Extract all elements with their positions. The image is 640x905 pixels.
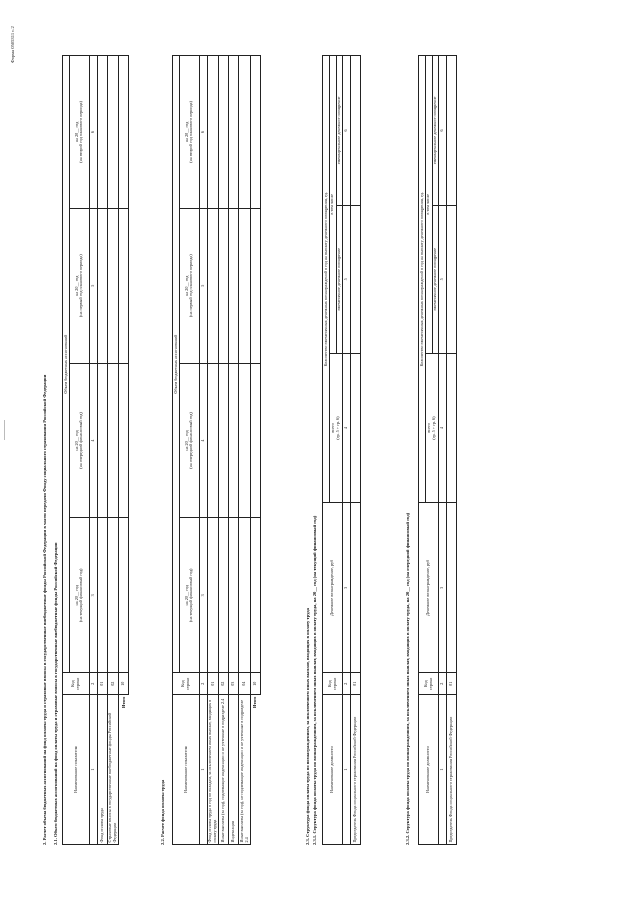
header-name: Наименование показателя <box>173 695 200 845</box>
row-code: 02 <box>107 673 119 695</box>
header-year-3: на 20__ год (на первый год планового периода) <box>179 208 199 363</box>
header-name: Наименование показателя <box>63 695 90 845</box>
table-row <box>351 56 361 845</box>
header-count: Количество ежемесячных денежных вознаграждений в год на выплату денежного поощрения, ед. <box>323 56 330 503</box>
value-cell[interactable] <box>107 518 119 673</box>
table-2-3-2 <box>418 55 457 845</box>
header-code: Код строки <box>173 673 200 695</box>
header-quarterly: ежеквартальное денежное поощрение <box>336 56 343 206</box>
header-including: в том числе <box>425 56 432 354</box>
value-cell[interactable] <box>250 208 260 363</box>
header-money: Денежное вознаграждение, руб <box>419 503 439 673</box>
s231-title: 2.3.1. Структура фонда оплаты труда по вознаграждениям, за исключением иных выплат, входящих в оплату труда, на 20__ год (на текущий финансовый год) <box>312 515 317 845</box>
header-code: Код строки <box>63 673 90 695</box>
col-number: 6 <box>343 56 351 206</box>
col-number: 2 <box>89 673 97 695</box>
value-cell[interactable] <box>207 363 219 518</box>
table-row <box>229 56 239 845</box>
header-year-4: на 20__ год (на второй год планового периода) <box>69 56 89 209</box>
total-row <box>119 56 129 845</box>
value-cell[interactable] <box>97 363 107 518</box>
header-year-2: на 20__ год (на очередной финансовый год) <box>179 363 199 518</box>
row-label: Индексация <box>229 695 239 845</box>
value-cell[interactable] <box>351 205 361 353</box>
col-number: 5 <box>343 205 351 353</box>
row-label: Председатель Фонда социального страхования Российской Федерации <box>351 695 361 845</box>
value-cell[interactable] <box>219 363 229 518</box>
table-row <box>219 56 229 845</box>
col-number: 5 <box>199 208 207 363</box>
header-position: Наименование должности <box>419 695 439 845</box>
col-number: 1 <box>343 695 351 845</box>
s22-title: 2.2. Расчет фонда оплаты труда <box>160 779 165 845</box>
col-number: 2 <box>343 673 351 695</box>
row-label: Иные выплаты (за год), не подлежащие индексации и не учтенные в подразделе 2.4 <box>239 695 251 845</box>
value-cell[interactable] <box>219 56 229 209</box>
col-number: 6 <box>89 56 97 209</box>
value-cell[interactable] <box>219 208 229 363</box>
row-label: Председатель Фонда социального страхования Российской Федерации <box>447 695 457 845</box>
col-number: 6 <box>199 56 207 209</box>
row-label: Иные выплаты (за год), подлежащие индексации и не учтенные в подразделе 2.4 <box>219 695 229 845</box>
value-cell[interactable] <box>239 208 251 363</box>
value-cell[interactable] <box>97 518 107 673</box>
header-year-4: на 20__ год (на второй год планового периода) <box>179 56 199 209</box>
form-label: Форма 0505311 с.2 <box>10 26 15 63</box>
header-volume: Объем бюджетных ассигнований <box>173 56 180 673</box>
col-number: 3 <box>89 518 97 673</box>
value-cell[interactable] <box>229 518 239 673</box>
col-number: 3 <box>199 518 207 673</box>
col-number: 1 <box>199 695 207 845</box>
col-number: 1 <box>89 695 97 845</box>
row-label: Фонд оплаты труда <box>97 695 107 845</box>
value-cell[interactable] <box>351 353 361 503</box>
header-volume: Объем бюджетных ассигнований <box>63 56 70 673</box>
value-cell[interactable] <box>97 208 107 363</box>
col-number: 5 <box>89 208 97 363</box>
value-cell[interactable] <box>447 205 457 353</box>
table-2-3-1 <box>322 55 361 845</box>
col-number: 4 <box>343 353 351 503</box>
header-code: Код строки <box>419 673 439 695</box>
col-number: 4 <box>439 353 447 503</box>
col-number: 3 <box>343 503 351 673</box>
row-code: 01 <box>207 673 219 695</box>
value-cell[interactable] <box>250 363 260 518</box>
value-cell[interactable] <box>351 503 361 673</box>
table-row <box>239 56 251 845</box>
col-number: 1 <box>439 695 447 845</box>
value-cell[interactable] <box>119 208 129 363</box>
value-cell[interactable] <box>207 518 219 673</box>
value-cell[interactable] <box>207 56 219 209</box>
header-quarterly: ежеквартальное денежное поощрение <box>432 56 439 206</box>
value-cell[interactable] <box>239 518 251 673</box>
row-code: 04 <box>239 673 251 695</box>
scan-mark <box>4 420 5 440</box>
row-code: 01 <box>97 673 107 695</box>
value-cell[interactable] <box>119 363 129 518</box>
value-cell[interactable] <box>107 56 119 209</box>
value-cell[interactable] <box>229 56 239 209</box>
value-cell[interactable] <box>447 56 457 206</box>
row-code: 01 <box>447 673 457 695</box>
value-cell[interactable] <box>107 208 119 363</box>
s23-title: 2.3. Структура фонда оплаты труда по вознаграждениям, за исключением иных выплат, входящих в оплату труда <box>305 608 310 845</box>
table-2-1 <box>62 55 129 845</box>
value-cell[interactable] <box>119 518 129 673</box>
header-year-1: на 20__ год (на текущий финансовый год) <box>179 518 199 673</box>
table-row <box>447 56 457 845</box>
table-row <box>207 56 219 845</box>
value-cell[interactable] <box>250 518 260 673</box>
total-code: 10 <box>250 673 260 695</box>
total-label: Итого <box>120 696 126 708</box>
col-number: 4 <box>199 363 207 518</box>
value-cell[interactable] <box>239 56 251 209</box>
value-cell[interactable] <box>250 56 260 209</box>
row-code: 01 <box>351 673 361 695</box>
value-cell[interactable] <box>239 363 251 518</box>
value-cell[interactable] <box>97 56 107 209</box>
row-label: Страховые взносы в государственные внебюджетные фонды Российской Федерации <box>107 695 119 845</box>
table-row <box>97 56 107 845</box>
value-cell[interactable] <box>207 208 219 363</box>
header-total: всего (гр. 5 + гр. 6) <box>425 353 439 503</box>
header-including: в том числе <box>329 56 336 354</box>
header-year-1: на 20__ год (на текущий финансовый год) <box>69 518 89 673</box>
row-label: Фонд оплаты труда в год по окладам, за исключением иных выплат, входящих в оплату труда <box>207 695 219 845</box>
header-total: всего (гр. 5 + гр. 6) <box>329 353 343 503</box>
total-label: Итого <box>252 696 258 708</box>
total-code: 10 <box>119 673 129 695</box>
col-number: 2 <box>439 673 447 695</box>
value-cell[interactable] <box>229 363 239 518</box>
row-code: 03 <box>229 673 239 695</box>
col-number: 5 <box>439 205 447 353</box>
value-cell[interactable] <box>447 353 457 503</box>
value-cell[interactable] <box>219 518 229 673</box>
header-position: Наименование должности <box>323 695 343 845</box>
col-number: 6 <box>439 56 447 206</box>
col-number: 4 <box>89 363 97 518</box>
table-2-2 <box>172 55 261 845</box>
col-number: 2 <box>199 673 207 695</box>
header-year-2: на 20__ год (на очередной финансовый год) <box>69 363 89 518</box>
header-monthly: ежемесячное денежное поощрение <box>432 205 439 353</box>
row-code: 02 <box>219 673 229 695</box>
s21-title: 2.1. Объем бюджетных ассигнований на фонд оплаты труда и страховые взносы в государственные внебюджетные фонды Российской Федерации <box>53 542 58 845</box>
value-cell[interactable] <box>351 56 361 206</box>
section2-title: 2. Расчет объема бюджетных ассигнований на фонд оплаты труда и страховые взносы в государственные внебюджетные фонды Российской Федерации в части передачи Фонду социального страхования Российской Федерации <box>42 374 47 845</box>
table-row <box>107 56 119 845</box>
total-row <box>250 56 260 845</box>
s232-title: 2.3.2. Структура фонда оплаты труда по вознаграждениям, за исключением иных выплат, входящих в оплату труда, на 20__ год (на очередной финансовый год) <box>405 512 410 845</box>
header-year-3: на 20__ год (на первый год планового периода) <box>69 208 89 363</box>
value-cell[interactable] <box>107 363 119 518</box>
value-cell[interactable] <box>229 208 239 363</box>
value-cell[interactable] <box>119 56 129 209</box>
header-money: Денежное вознаграждение, руб <box>323 503 343 673</box>
header-count: Количество ежемесячных денежных вознаграждений в год на выплату денежного поощрения, ед. <box>419 56 426 503</box>
value-cell[interactable] <box>447 503 457 673</box>
header-code: Код строки <box>323 673 343 695</box>
col-number: 3 <box>439 503 447 673</box>
header-monthly: ежемесячное денежное поощрение <box>336 205 343 353</box>
